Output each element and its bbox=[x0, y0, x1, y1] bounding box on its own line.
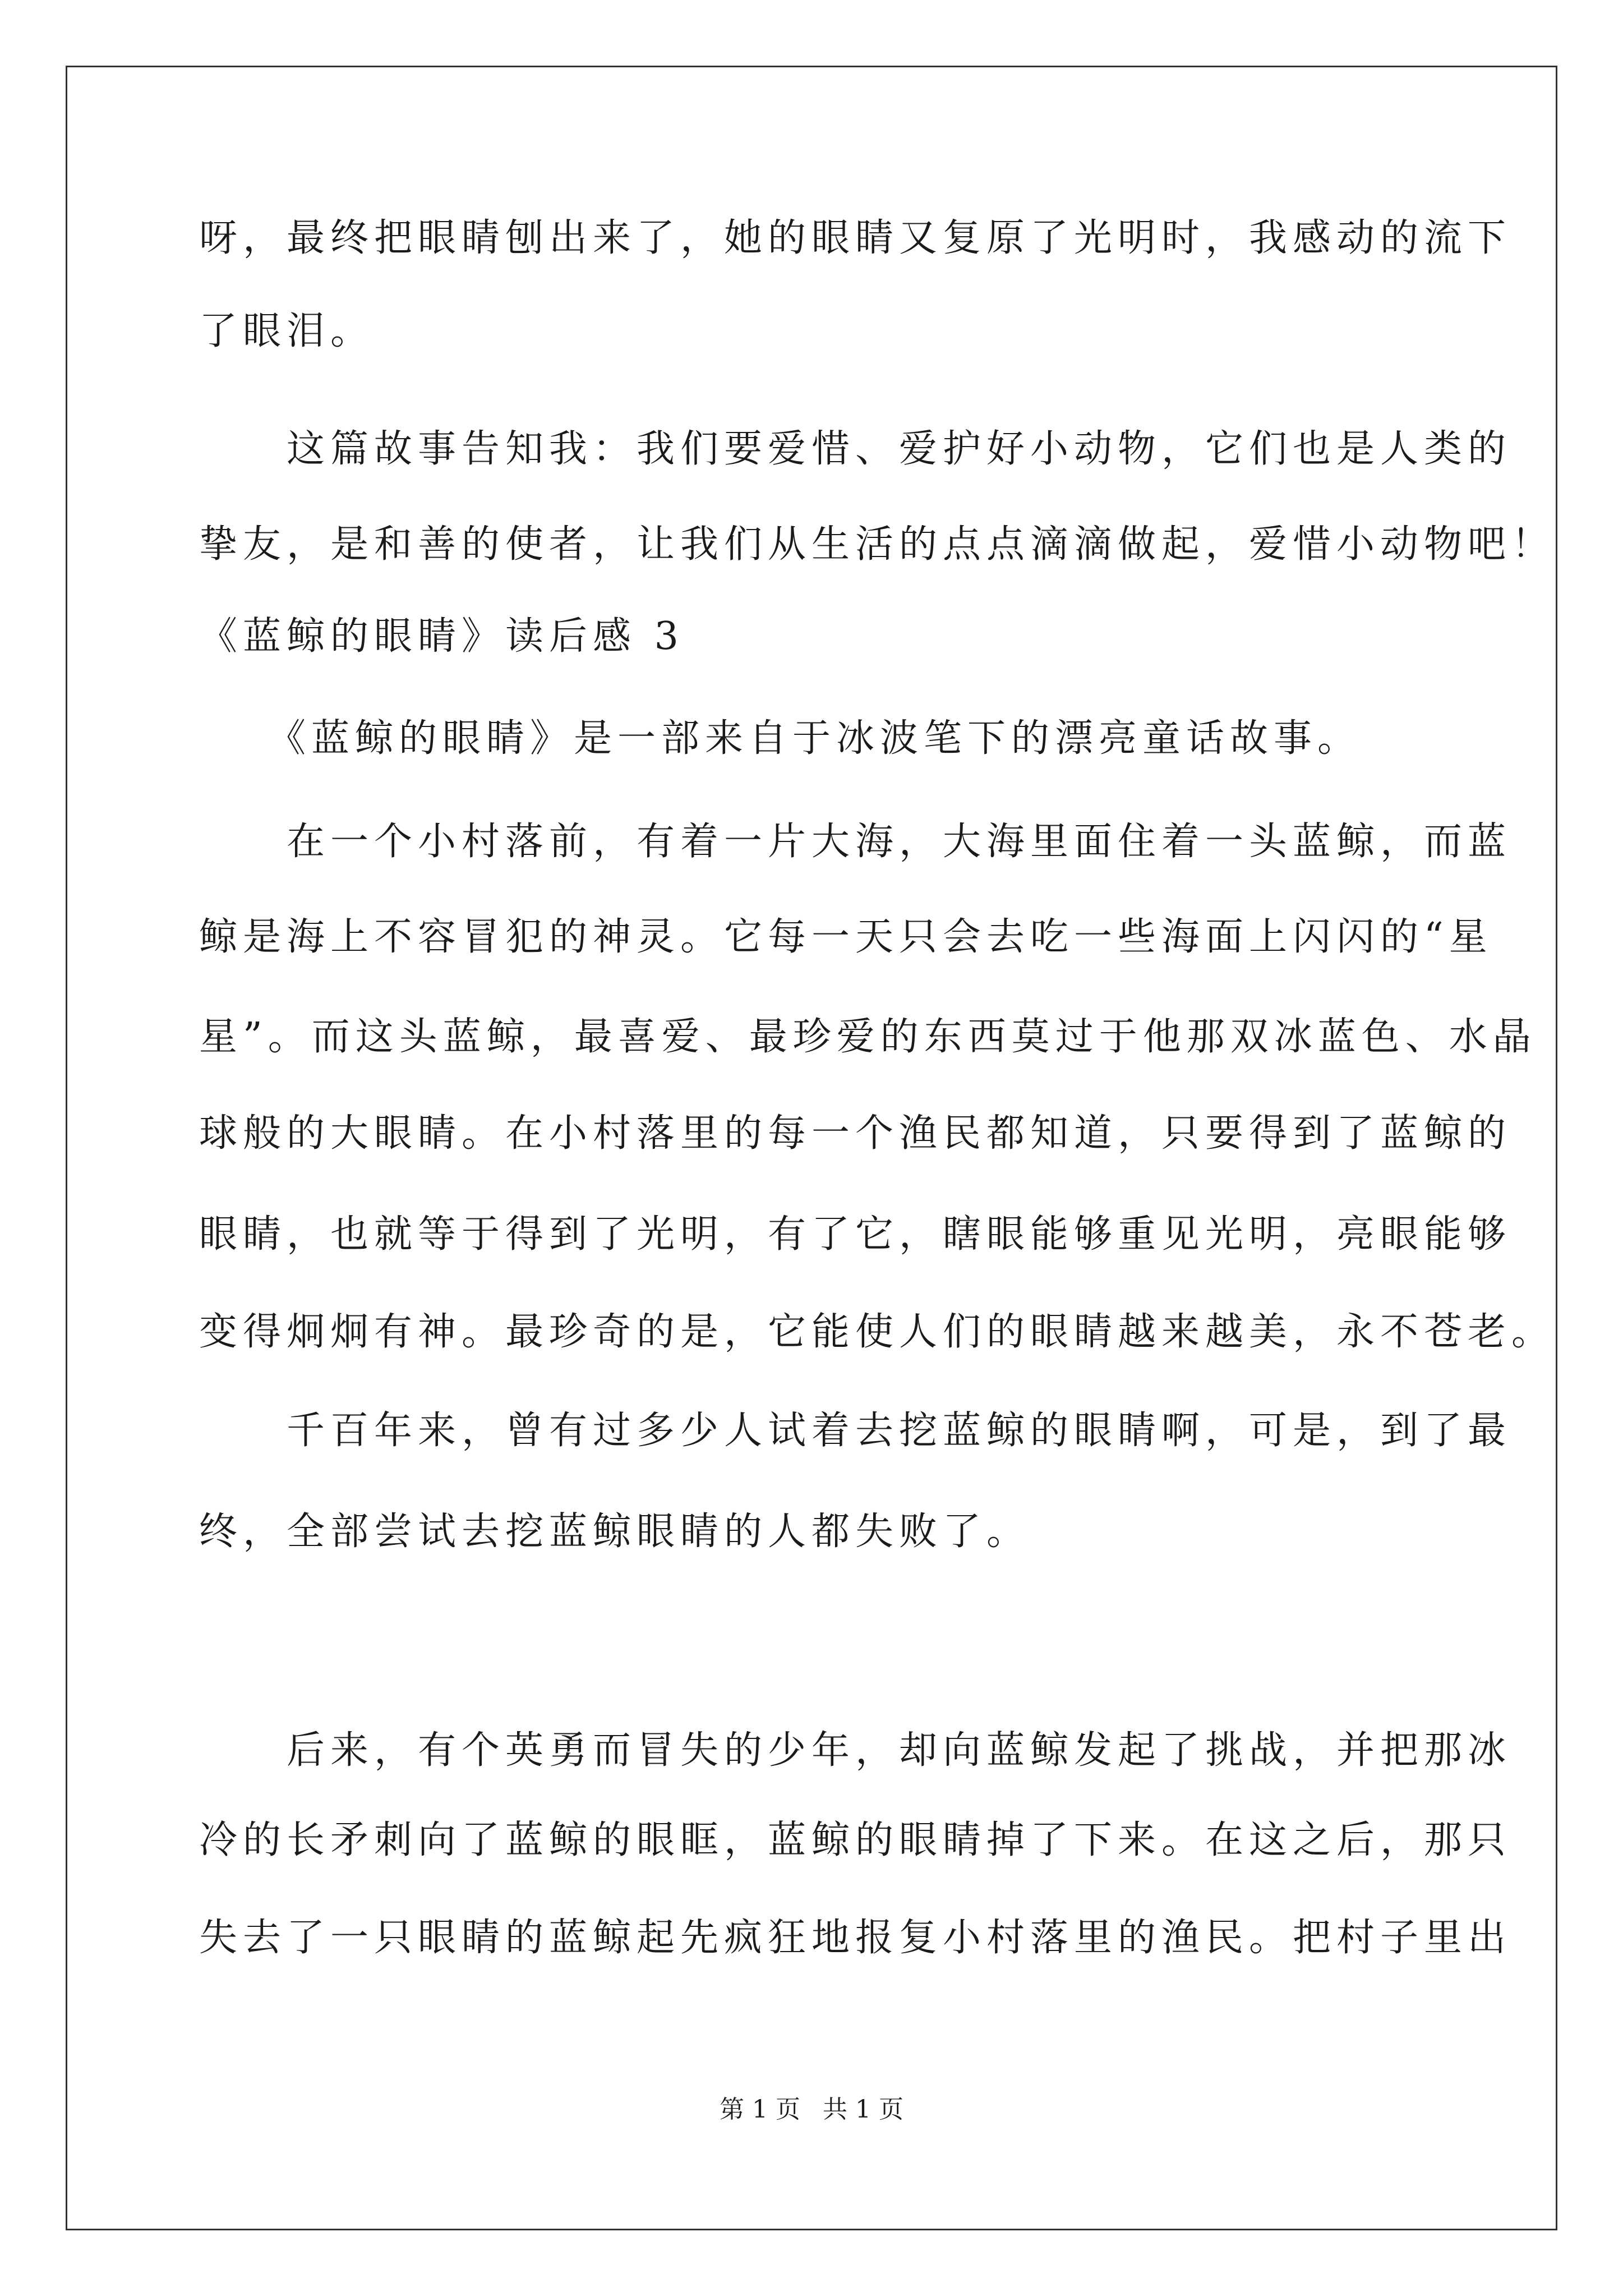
text-line: 冷的长矛刺向了蓝鲸的眼眶，蓝鲸的眼睛掉了下来。在这之后，那只 bbox=[199, 1818, 1512, 1862]
text-line: 了眼泪。 bbox=[199, 309, 375, 353]
text-line: 眼睛，也就等于得到了光明，有了它，瞎眼能够重见光明，亮眼能够 bbox=[199, 1212, 1512, 1257]
text-line: 这篇故事告知我：我们要爱惜、爱护好小动物，它们也是人类的 bbox=[199, 427, 1512, 471]
section-heading: 《蓝鲸的眼睛》读后感 3 bbox=[199, 614, 684, 659]
text-line: 失去了一只眼睛的蓝鲸起先疯狂地报复小村落里的渔民。把村子里出 bbox=[199, 1916, 1512, 1960]
text-line: 呀，最终把眼睛刨出来了，她的眼睛又复原了光明时，我感动的流下 bbox=[199, 216, 1512, 260]
text-line: 挚友，是和善的使者，让我们从生活的点点滴滴做起，爱惜小动物吧！ bbox=[199, 522, 1556, 567]
text-line: 千百年来，曾有过多少人试着去挖蓝鲸的眼睛啊，可是，到了最 bbox=[199, 1409, 1512, 1453]
text-line: 球般的大眼睛。在小村落里的每一个渔民都知道，只要得到了蓝鲸的 bbox=[199, 1111, 1512, 1156]
text-line: 终，全部尝试去挖蓝鲸眼睛的人都失败了。 bbox=[199, 1510, 1031, 1554]
page-number: 第 1 页 bbox=[720, 2095, 800, 2124]
text-line: 在一个小村落前，有着一片大海，大海里面住着一头蓝鲸，而蓝 bbox=[199, 820, 1512, 864]
text-line: 星”。而这头蓝鲸，最喜爱、最珍爱的东西莫过于他那双冰蓝色、水晶 bbox=[199, 1015, 1537, 1059]
text-line: 鲸是海上不容冒犯的神灵。它每一天只会去吃一些海面上闪闪的“星 bbox=[199, 915, 1493, 959]
text-line: 后来，有个英勇而冒失的少年，却向蓝鲸发起了挑战，并把那冰 bbox=[199, 1728, 1512, 1773]
text-line: 《蓝鲸的眼睛》是一部来自于冰波笔下的漂亮童话故事。 bbox=[199, 716, 1362, 761]
text-line: 变得炯炯有神。最珍奇的是，它能使人们的眼睛越来越美，永不苍老。 bbox=[199, 1310, 1556, 1354]
page-total: 共 1 页 bbox=[823, 2095, 903, 2124]
page-footer bbox=[0, 2094, 1623, 2125]
